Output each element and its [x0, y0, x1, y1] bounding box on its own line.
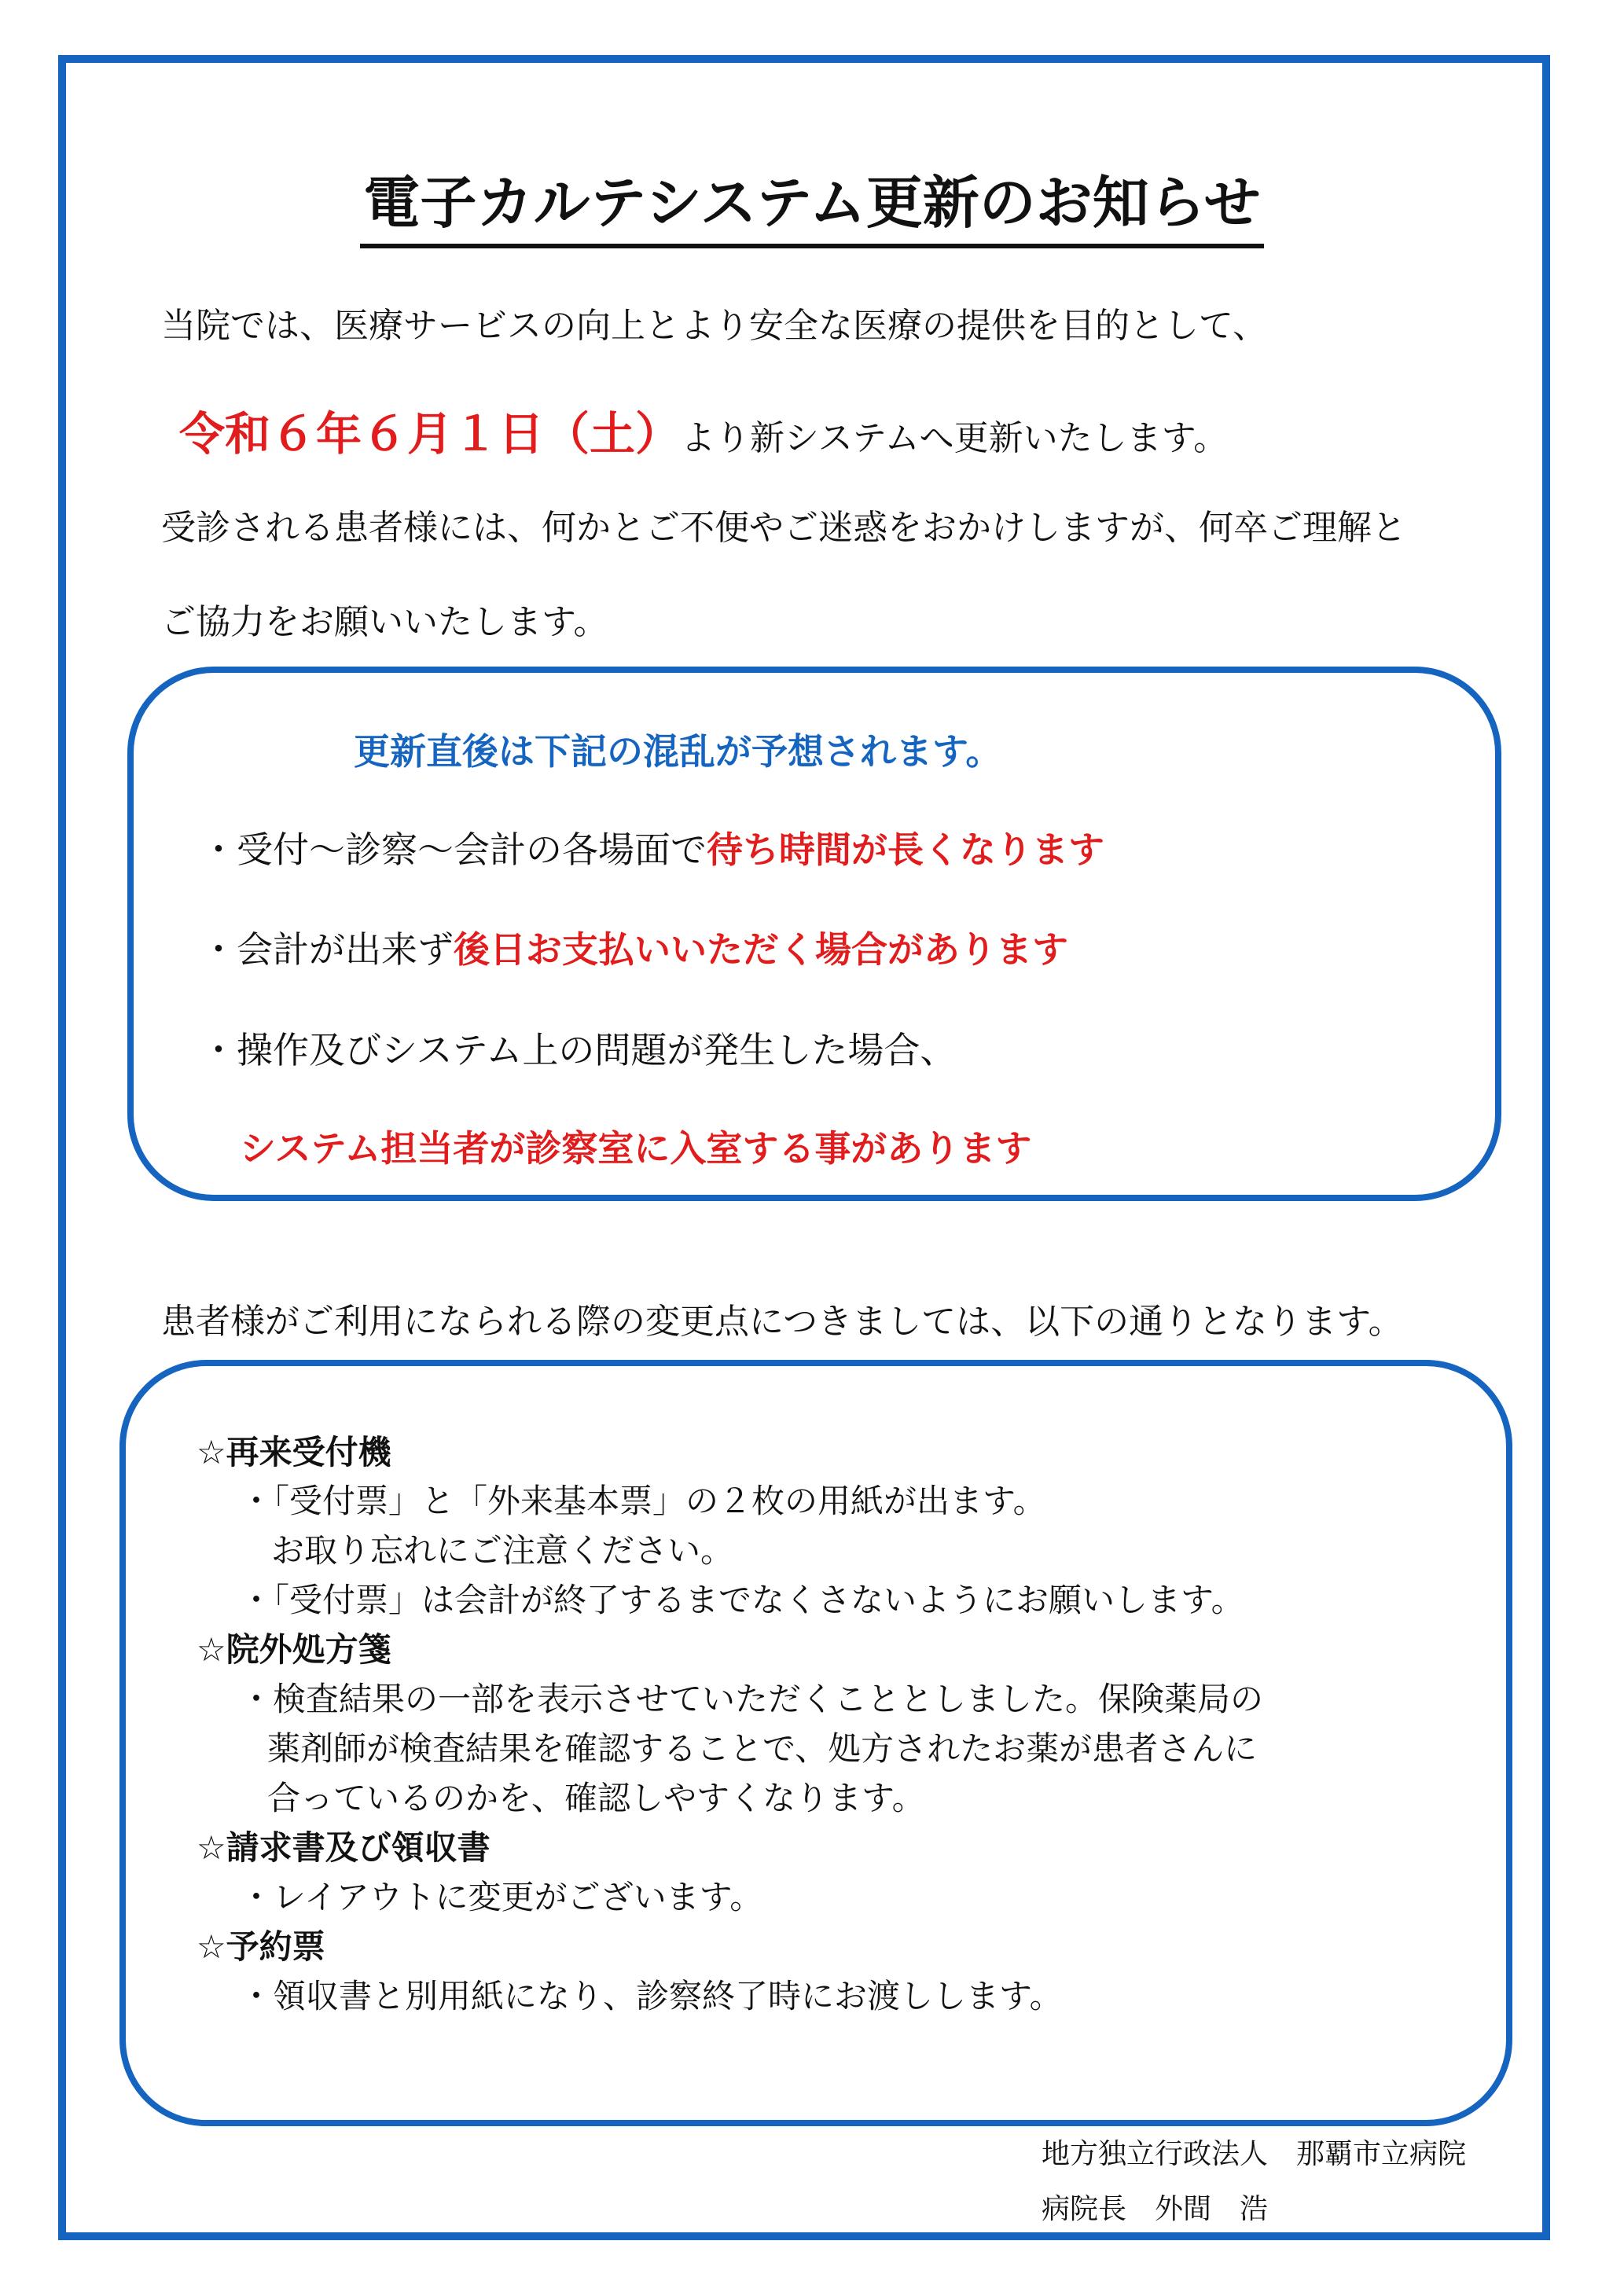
section-reception-machine-line-1: ・「受付票」と「外来基本票」の２枚の用紙が出ます。: [240, 1482, 1046, 1520]
intro-line-1: 当院では、医療サービスの向上とより安全な医療の提供を目的として、: [161, 306, 1268, 346]
section-invoice-line-1: ・レイアウトに変更がございます。: [240, 1878, 763, 1916]
confusion-item-2-emphasis: 後日お支払いいただく場合があります: [454, 928, 1068, 971]
intro-line-3: 受診される患者様には、何かとご不便やご迷惑をおかけしますが、何卒ご理解と: [161, 508, 1406, 548]
confusion-item-2: [200, 921, 1068, 973]
confusion-heading: 更新直後は下記の混乱が予想されます。: [354, 730, 1002, 773]
confusion-item-3: ・操作及びシステム上の問題が発生した場合、: [200, 1029, 957, 1071]
section-appointment-line-1: ・領収書と別用紙になり、診察終了時にお渡しします。: [240, 1977, 1063, 2015]
section-appointment-heading: ☆予約票: [197, 1927, 325, 1966]
signature-organization: 地方独立行政法人 那覇市立病院: [1042, 2138, 1467, 2170]
intro-line-2-rest: より新システムへ更新いたします。: [681, 418, 1229, 458]
page-title-text: 電子カルテシステム更新のお知らせ: [360, 157, 1263, 248]
changes-intro: 患者様がご利用になられる際の変更点につきましては、以下の通りとなります。: [161, 1302, 1403, 1342]
intro-line-2: [179, 397, 1228, 463]
confusion-item-1-emphasis: 待ち時間が長くなります: [707, 828, 1104, 871]
signature-director: 病院長 外間 浩: [1042, 2193, 1269, 2225]
section-reception-machine-heading: ☆再来受付機: [197, 1433, 391, 1471]
confusion-item-1: [200, 821, 1104, 873]
confusion-item-1-prefix: ・受付～診察～会計の各場面で: [200, 828, 707, 871]
section-prescription-line-1: ・検査結果の一部を表示させていただくこととしました。保険薬局の: [240, 1680, 1264, 1718]
section-invoice-heading: ☆請求書及び領収書: [197, 1828, 491, 1867]
section-reception-machine-line-2: お取り忘れにご注意ください。: [271, 1531, 734, 1570]
section-reception-machine-line-3: ・「受付票」は会計が終了するまでなくさないようにお願いします。: [240, 1581, 1244, 1619]
intro-line-4: ご協力をお願いいたします。: [161, 602, 608, 642]
section-prescription-heading: ☆院外処方箋: [197, 1630, 391, 1669]
confusion-item-2-prefix: ・会計が出来ず: [200, 928, 454, 971]
page-title: [0, 157, 1624, 248]
confusion-item-3-emphasis: システム担当者が診察室に入室する事があります: [240, 1127, 1032, 1170]
section-prescription-line-3: 合っているのかを、確認しやすくなります。: [267, 1779, 925, 1817]
update-date: 令和６年６月１日（土）: [179, 407, 682, 461]
section-prescription-line-2: 薬剤師が検査結果を確認することで、処方されたお薬が患者さんに: [267, 1729, 1258, 1768]
